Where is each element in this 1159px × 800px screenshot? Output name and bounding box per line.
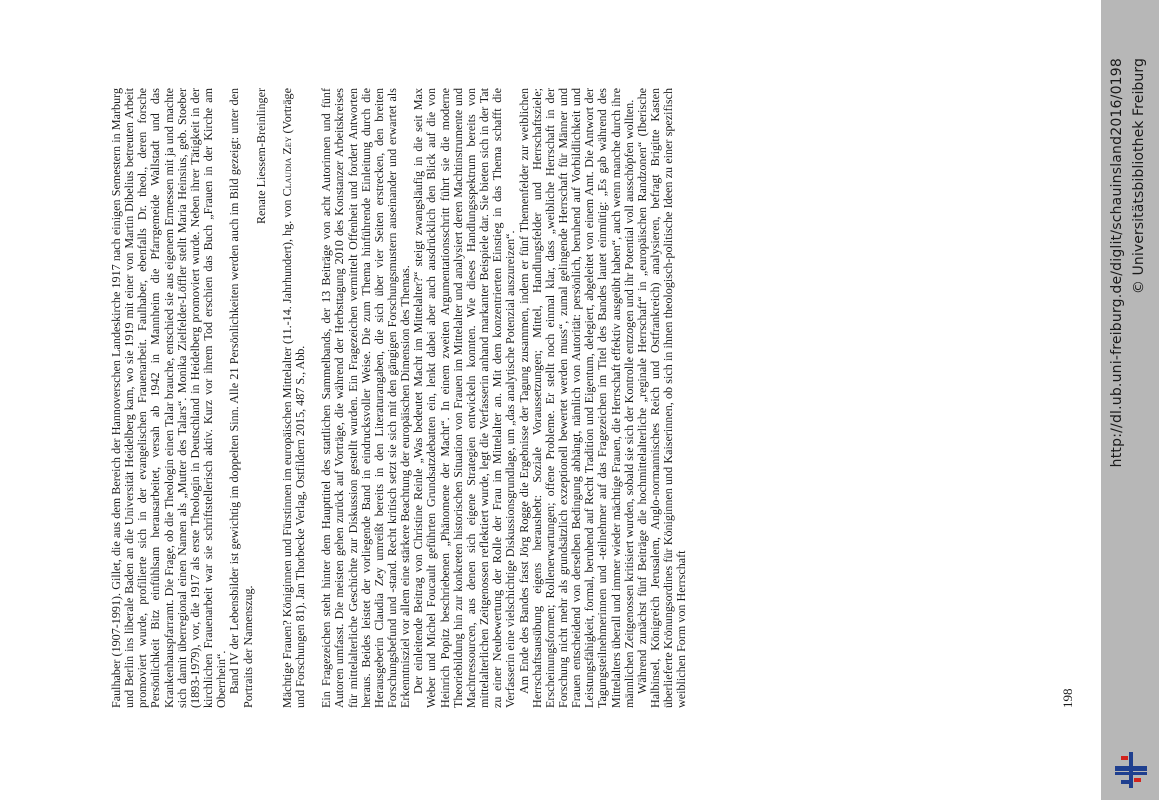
library-sidebar <box>1101 0 1159 800</box>
copyright-notice: © Universitätsbibliothek Freiburg <box>1131 58 1147 295</box>
permalink-url[interactable]: http://dl.ub.uni-freiburg.de/diglit/schauinsland2016/0198 <box>1109 58 1125 468</box>
paragraph: Der einleitende Beitrag von Christine Reinle „Was bedeutet Macht im Mittelalter?“ steigt zwangsläufig in die seit Max Weber und Michel Foucault geführten Grundsatzdebatten ein, lenkt dabei aber auch ausdrücklich den Blick auf die von Heinrich Popitz beschriebenen „Phänomene der Macht“. In einem zweiten Argumentationsschritt führt sie die moderne Theoriebildung hin zur konkreten historischen Situation von Frauen im Mittelalter und analysiert deren Machtinstrumente und Machtressourcen, aus denen sich eigene Strategien entwickeln konnten. Wie dieses Handlungsspektrum bereits von mittelalterlichen Zeitgenossen reflektiert wurde, legt die Verfasserin anhand markanter Beispiele dar. Sie bieten sich in der Tat zu einer Neubewertung der Rolle der Frau im Mittelalter an. Mit dem konzentrierten Einstieg in das Thema schafft die Verfasserin eine vielschichtige Diskussionsgrundlage, um „das analytische Potenzial auszureizen“. <box>411 88 518 708</box>
review-title: Mächtige Frauen? Königinnen und Fürstinnen im europäischen Mittelalter (11.-14. Jahrhundert), hg. von <box>279 199 294 708</box>
paragraph: Während zunächst fünf Beiträge die hochmittelalterliche „reginale Herrschaft“ in „europäischen Randzonen“ (Iberische Halbinsel, Königreich Jerusalem, Anglo-normannisches Reich und Ostfrankreich) analysieren, befragt Brigitte Kasten überlieferte Krönungsordines für Königinnen und Kaiserinnen, ob sich in ihnen theologisch-politische Ideen zu einer spezifisch weiblichen Form von Herrschaft <box>634 88 689 708</box>
paragraph: Am Ende des Bandes fasst Jörg Rogge die Ergebnisse der Tagung zusammen, indem er fünf Themenfelder zur weiblichen Herrschaftsausübung eigens heraushebt: Soziale Voraussetzungen; Mittel, Handlungsfelder und Herrschaftsziele; Erscheinungsformen; Rollenerwartungen; offene Probleme. Er stellt noch einmal klar, dass „weibliche Herrschaft in der Forschung nicht mehr als grundsätzlich exzeptionell bewertet werden muss“, zumal gelingende Herrschaft für Männer und Frauen entscheidend von derselben Bedingung abhängt, nämlich von Autorität: persönlich, beruhend auf Vorbildlichkeit und Leistungsfähigkeit, formal, beruhend auf Recht Tradition und Eigentum, delegiert, abgeleitet von einem Amt. Die Antwort der Tagungsteilnehmerinnen und -teilnehmer auf das Fragezeichen im Titel des Bandes lautet einmütig: „Es gab während des Mittelalters überall und immer wieder mächtige Frauen, die Herrschaft effektiv ausgeübt haben“, auch wenn manche durch ihre männlichen Zeitgenossen kritisiert wurden, sobald sie sich der Kontrolle entzogen und ihr Potential voll ausschöpfen wollten. <box>516 88 636 708</box>
signature: Renate Liessem-Breinlinger <box>253 88 268 225</box>
ub-freiburg-logo-icon <box>1109 748 1153 792</box>
text-column <box>110 88 689 708</box>
paragraph: Band IV der Lebensbilder ist gewichtig im doppelten Sinn. Alle 21 Persönlichkeiten werden auch im Bild gezeigt: unter den Portraits der Namenszug. <box>227 88 255 708</box>
logo-accent <box>1121 756 1128 760</box>
paragraph: Faulhaber (1907-1991). Gillet, die aus dem Bereich der Hannoverschen Landeskirche 1917 nach einigen Semestern in Marburg und Berlin ins liberale Baden an die Universität Heidelberg kam, wo sie 1919 mit einer von Martin Dibelius betreuten Arbeit promoviert wurde, profilierte sich in der evangelischen Frauenarbeit. Faulhaber, ebenfalls Dr. theol., deren forsche Persönlichkeit Bitz einfühlsam herausarbeitet, versah ab 1942 in Mannheim die Pfarrgemeide Wallstadt und das Krankenhauspfarramt. Die Frage, ob die Theologin einen Talar brauche, entschied sie aus eigenem Ermessen mit ja und machte sich damit überregional einen Namen als „Mutter des Talars“. Monika Zielfelder-Löffler stellt Maria Heinsius, geb. Stoeber (1893-1979), vor, die 1917 als erste Theologin in Deutschland in Heidelberg promoviert wurde. Neben ihrer Tätigkeit in der kirchlichen Frauenarbeit war sie schriftstellerisch aktiv. Kurz vor ihrem Tod erschien das Buch „Frauen in der Kirche am Oberrhein“. <box>109 88 229 708</box>
review-heading <box>281 88 307 708</box>
review-details: (Vorträge und Forschungen 81). Jan Thorbecke Verlag, Ostfildern 2015, 487 S., Abb. <box>279 88 308 708</box>
sidebar-text <box>1101 0 1159 800</box>
logo-bar <box>1121 780 1131 784</box>
review-editor: Claudia Zey <box>279 136 294 197</box>
paragraph: Ein Fragezeichen steht hinter dem Haupttitel des stattlichen Sammelbands, der 13 Beiträge von acht Autorinnen und fünf Autoren umfasst. Die meisten gehen zurück auf Vorträge, die während der Herbsttagung 2010 des Konstanzer Arbeitskreises für mittelalterliche Geschichte zur Diskussion gestellt wurden. Ein Fragezeichen vermittelt Offenheit und fordert Antworten heraus. Beides leistet der vorliegende Band in eindrucksvoller Weise. Die zum Thema hinführende Einleitung durch die Herausgeberin Claudia Zey umreißt bereits in den Literaturangaben, die sich über vier Seiten erstrecken, den breiten Forschungsbefund und -stand. Recht kritisch setzt sie sich mit den gängigen Forschungsmustern auseinander und erwartet als Erkenntnisziel vor allem eine stärkere Beachtung der europäischen Dimension des Themas. <box>319 88 413 708</box>
page-number: 198 <box>1060 688 1075 708</box>
logo-accent <box>1134 778 1141 782</box>
